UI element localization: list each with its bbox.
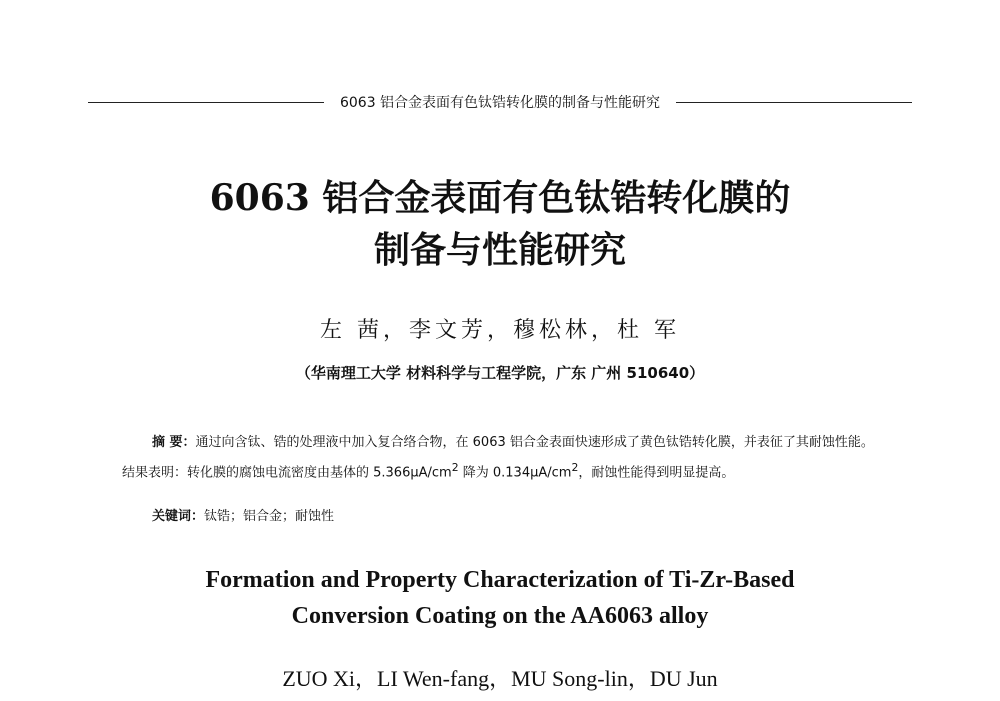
header-rule-right (676, 102, 912, 103)
running-header (88, 92, 912, 112)
paper-title-chinese (100, 172, 900, 276)
abstract-text-1: 通过向含钛、锆的处理液中加入复合络合物，在 6063 铝合金表面快速形成了黄色钛锆转化膜，并表征了其耐蚀性能。结果表明：转化膜的腐蚀电流密度由基体的 5.366μA/cm (122, 435, 874, 481)
abstract-sup-2: 2 (571, 461, 579, 474)
title-cn-line-2: 制备与性能研究 (373, 229, 626, 271)
authors-english: ZUO Xi，LI Wen-fang，MU Song-lin，DU Jun (282, 666, 718, 691)
header-rule-left (88, 102, 324, 103)
affiliation-chinese: （华南理工大学 材料科学与工程学院，广东 广州 510640） (295, 364, 705, 382)
abstract-text-3: ，耐蚀性能得到明显提高。 (578, 465, 735, 481)
abstract-label: 摘 要： (152, 435, 196, 450)
authors-chinese: 左 茜，李文芳，穆松林，杜 军 (320, 318, 680, 343)
keywords (152, 506, 872, 528)
keywords-label: 关键词： (152, 509, 205, 524)
abstract (122, 430, 882, 485)
title-cn-line-1: 6063 铝合金表面有色钛锆转化膜的 (209, 177, 791, 219)
keywords-text: 钛锆；铝合金；耐蚀性 (204, 509, 335, 524)
title-en-line-2: Conversion Coating on the AA6063 alloy (291, 603, 709, 629)
running-header-text: 6063 铝合金表面有色钛锆转化膜的制备与性能研究 (339, 95, 661, 111)
paper-title-english (100, 562, 900, 634)
title-en-line-1: Formation and Property Characterization of Ti-Zr-Based (205, 567, 795, 593)
abstract-text-2: 降为 0.134μA/cm (458, 465, 572, 481)
abstract-sup-1: 2 (451, 461, 459, 474)
